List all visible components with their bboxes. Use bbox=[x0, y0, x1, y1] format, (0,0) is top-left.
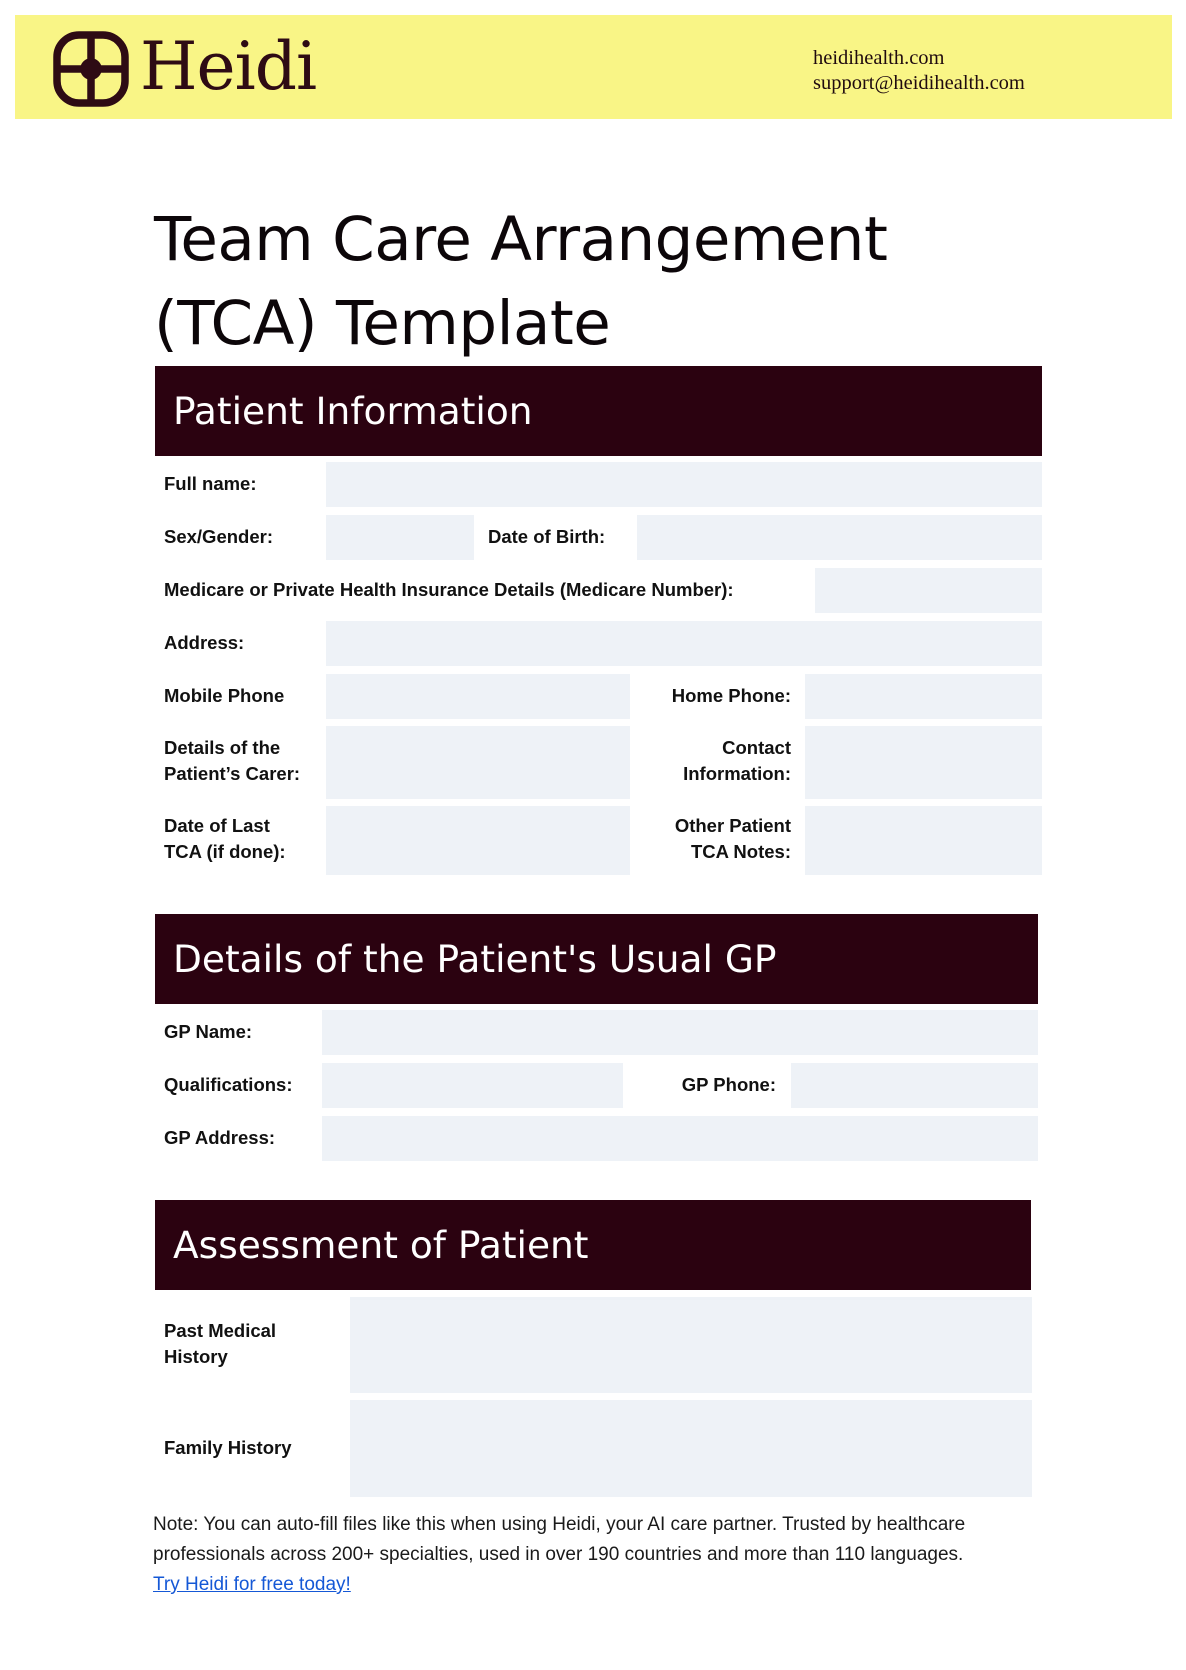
try-heidi-link[interactable]: Try Heidi for free today! bbox=[153, 1574, 351, 1595]
full-name-label: Full name: bbox=[164, 473, 257, 494]
contact-information-label bbox=[640, 735, 791, 787]
carer-details-label bbox=[164, 735, 300, 787]
section-heading-usual-gp: Details of the Patient's Usual GP bbox=[155, 914, 1038, 1004]
note-line-1: Note: You can auto-fill files like this when using Heidi, your AI care partner. Trusted by healthcare bbox=[153, 1514, 966, 1535]
gp-address-field[interactable] bbox=[322, 1116, 1038, 1161]
medicare-number-field[interactable] bbox=[815, 568, 1042, 613]
date-of-last-tca-label bbox=[164, 813, 286, 865]
home-phone-label: Home Phone: bbox=[671, 685, 791, 706]
website-link[interactable]: heidihealth.com bbox=[813, 47, 945, 69]
full-name-field[interactable] bbox=[326, 462, 1042, 507]
past-history-label-line-2: History bbox=[164, 1346, 228, 1367]
qualifications-field[interactable] bbox=[322, 1063, 623, 1108]
header-banner bbox=[15, 15, 1172, 119]
family-history-field[interactable] bbox=[350, 1400, 1032, 1497]
sex-gender-field[interactable] bbox=[326, 515, 474, 560]
contact-info bbox=[813, 46, 1025, 96]
address-field[interactable] bbox=[326, 621, 1042, 666]
support-email-link[interactable]: support@heidihealth.com bbox=[813, 72, 1025, 94]
address-label: Address: bbox=[164, 632, 245, 653]
footer-note bbox=[153, 1510, 1053, 1600]
section-heading-patient-information: Patient Information bbox=[155, 366, 1042, 456]
date-of-birth-label: Date of Birth: bbox=[488, 526, 606, 547]
note-line-2: professionals across 200+ specialties, used in over 190 countries and more than 110 languages. bbox=[153, 1544, 964, 1565]
heidi-logo-icon bbox=[53, 31, 129, 107]
carer-details-field[interactable] bbox=[326, 726, 630, 799]
past-medical-history-label bbox=[164, 1318, 276, 1370]
last-tca-label-line-2: TCA (if done): bbox=[164, 841, 286, 862]
document-title bbox=[154, 198, 1054, 366]
last-tca-label-line-1: Date of Last bbox=[164, 815, 270, 836]
qualifications-label: Qualifications: bbox=[164, 1074, 293, 1095]
gp-name-label: GP Name: bbox=[164, 1021, 253, 1042]
date-of-last-tca-field[interactable] bbox=[326, 806, 630, 875]
carer-label-line-2: Patient’s Carer: bbox=[164, 763, 301, 784]
gp-phone-field[interactable] bbox=[791, 1063, 1038, 1108]
other-notes-label-line-1: Other Patient bbox=[674, 815, 791, 836]
contact-label-line-1: Contact bbox=[722, 737, 791, 758]
title-line-1: Team Care Arrangement bbox=[154, 204, 888, 275]
medicare-label: Medicare or Private Health Insurance Details (Medicare Number): bbox=[164, 579, 734, 600]
sex-gender-label: Sex/Gender: bbox=[164, 526, 273, 547]
mobile-phone-field[interactable] bbox=[326, 674, 630, 719]
section-heading-assessment: Assessment of Patient bbox=[155, 1200, 1031, 1290]
brand-name: Heidi bbox=[140, 28, 317, 105]
gp-address-label: GP Address: bbox=[164, 1127, 276, 1148]
title-line-2: (TCA) Template bbox=[154, 288, 611, 359]
past-history-label-line-1: Past Medical bbox=[164, 1320, 277, 1341]
carer-label-line-1: Details of the bbox=[164, 737, 281, 758]
home-phone-field[interactable] bbox=[805, 674, 1042, 719]
gp-phone-label: GP Phone: bbox=[681, 1074, 776, 1095]
mobile-phone-label: Mobile Phone bbox=[164, 685, 285, 706]
other-patient-notes-field[interactable] bbox=[805, 806, 1042, 875]
gp-name-field[interactable] bbox=[322, 1010, 1038, 1055]
contact-label-line-2: Information: bbox=[683, 763, 791, 784]
past-medical-history-field[interactable] bbox=[350, 1297, 1032, 1393]
date-of-birth-field[interactable] bbox=[637, 515, 1042, 560]
other-patient-notes-label bbox=[640, 813, 791, 865]
contact-information-field[interactable] bbox=[805, 726, 1042, 799]
family-history-label: Family History bbox=[164, 1437, 292, 1458]
other-notes-label-line-2: TCA Notes: bbox=[690, 841, 791, 862]
